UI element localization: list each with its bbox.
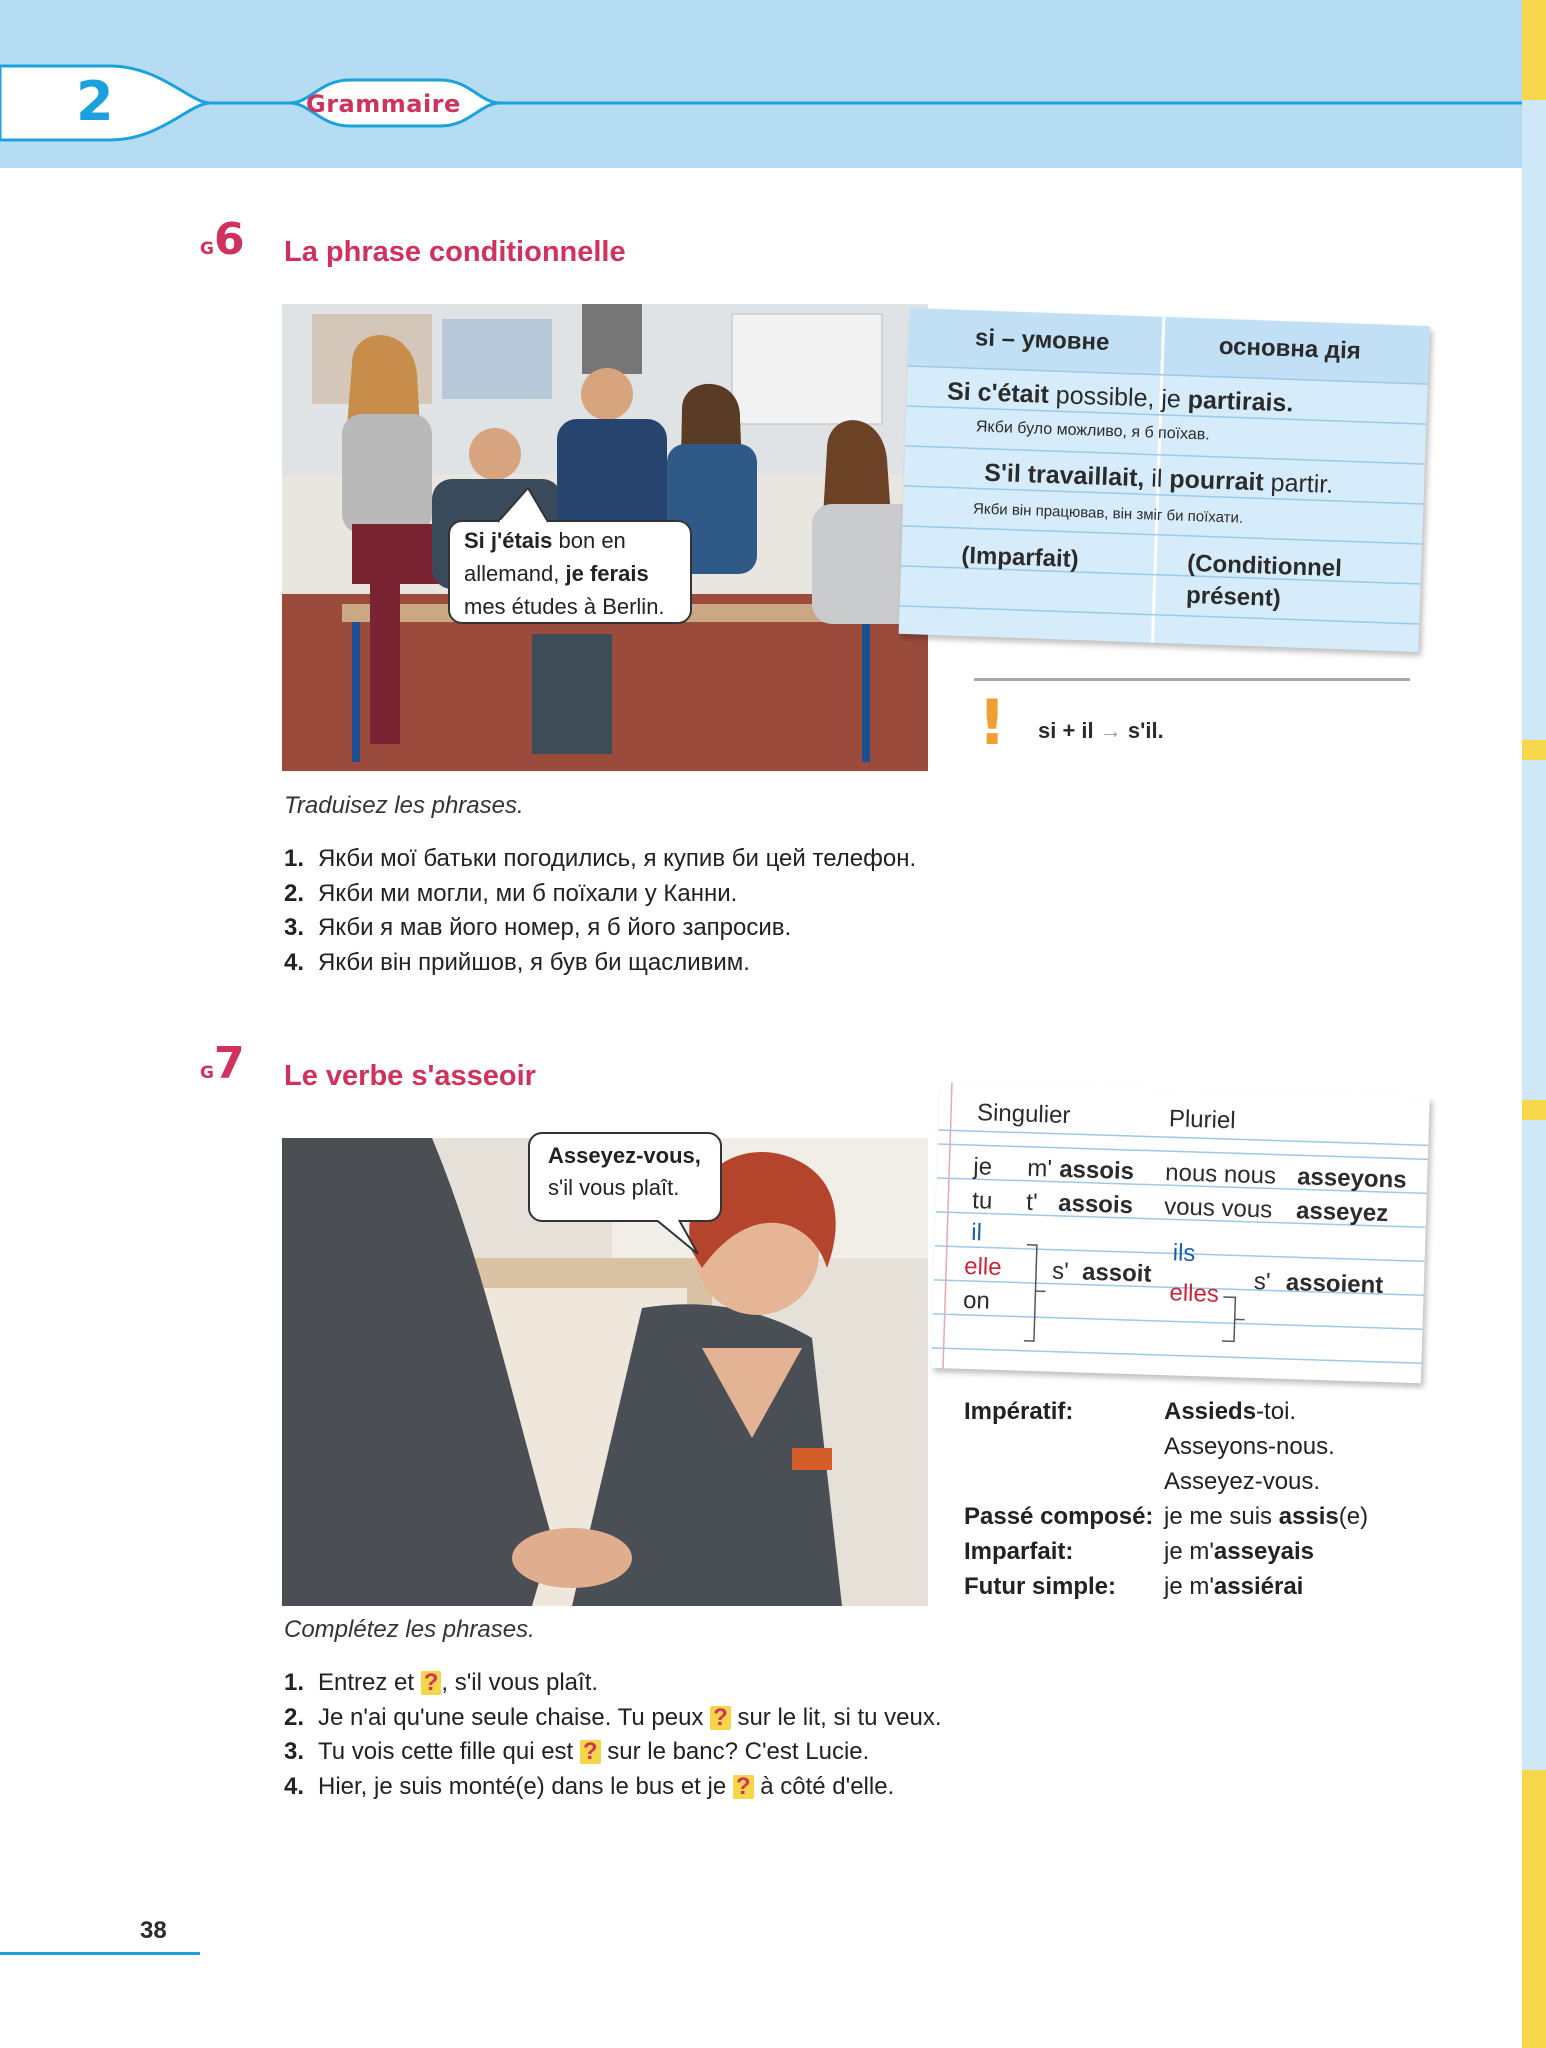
exercise-list-g6 [284, 842, 916, 980]
card-head-si: si – умовне [974, 324, 1110, 356]
gap-marker: ? [733, 1775, 754, 1799]
pronoun-il: il [970, 1219, 983, 1247]
passe-compose-form: je me suis assis(e) [1164, 1503, 1369, 1530]
verb-tu-assois: assois [1057, 1189, 1134, 1220]
section-title-g7: Le verbe s'asseoir [284, 1060, 536, 1092]
card-tense-present: présent) [1185, 581, 1282, 613]
pronoun-nous: nous nous [1164, 1159, 1277, 1190]
imperatif-3: Asseyez-vous. [1164, 1468, 1321, 1495]
exercise-list-g7 [284, 1666, 942, 1804]
gap-marker: ? [421, 1671, 442, 1695]
right-edge-strip [1522, 0, 1546, 2048]
reflexive-s-plural: s' [1253, 1267, 1271, 1296]
imparfait-form: je m'asseyais [1164, 1538, 1315, 1565]
gap-marker: ? [710, 1706, 731, 1730]
gap-marker: ? [580, 1740, 601, 1764]
speech-bubble-g6: Si j'étais bon en allemand, je ferais mes études à Berlin. [448, 520, 692, 624]
verb-nous-asseyons: asseyons [1296, 1163, 1407, 1194]
exercise-item: 2. Je n'ai qu'une seule chaise. Tu peux ? sur le lit, si tu veux. [284, 1703, 942, 1731]
conjugation-card [931, 1082, 1430, 1383]
card-tense-conditionnel: (Conditionnel [1186, 549, 1343, 583]
unit-number: 2 [76, 70, 114, 133]
label-passe-compose: Passé composé: [964, 1503, 1154, 1530]
imperatif-2: Asseyons-nous. [1164, 1433, 1335, 1460]
card-head-singulier: Singulier [976, 1099, 1071, 1130]
note-divider [974, 678, 1410, 681]
bubble-tail [650, 1218, 700, 1256]
reflexive-m: m' [1026, 1154, 1053, 1183]
reflexive-s: s' [1051, 1257, 1070, 1286]
card-head-main: основна дія [1218, 332, 1362, 365]
pronoun-ils: ils [1172, 1239, 1196, 1268]
verb-il-assoit: assoit [1081, 1258, 1152, 1288]
pronoun-vous: vous vous [1163, 1193, 1273, 1224]
pronoun-on: on [962, 1286, 991, 1315]
pronoun-elle: elle [963, 1252, 1002, 1282]
conditional-card [899, 308, 1430, 652]
instruction-g7: Complétez les phrases. [284, 1616, 535, 1643]
header-ribbon [0, 58, 1522, 148]
exercise-item: 2. Якби ми могли, ми б поїхали у Канни. [284, 879, 738, 907]
section-code-g6: G6 [200, 214, 245, 265]
exercise-item: 3. Якби я мав його номер, я б його запросив. [284, 914, 792, 941]
reflexive-t: t' [1025, 1188, 1038, 1217]
exercise-item: 3. Tu vois cette fille qui est ? sur le banc? C'est Lucie. [284, 1738, 870, 1765]
card-tense-imparfait: (Imparfait) [960, 541, 1080, 574]
card-translation-2: Якби він працював, він зміг би поїхати. [972, 500, 1244, 527]
exercise-item: 4. Якби він прийшов, я був би щасливим. [284, 948, 750, 976]
exclamation-icon: ! [978, 686, 1007, 759]
speech-bubble-g7: Asseyez-vous, s'il vous plaît. [528, 1132, 722, 1222]
exercise-item: 1. Entrez et ? , s'il vous plaît. [284, 1669, 599, 1696]
verb-ils-assoient: assoient [1285, 1268, 1384, 1300]
card-example-2: S'il travaillait, il pourrait partir. [983, 458, 1334, 499]
bubble-tail [498, 488, 550, 524]
futur-form: je m'assiérai [1164, 1573, 1304, 1600]
exercise-item: 4. Hier, je suis monté(e) dans le bus et je ? à côté d'elle. [284, 1772, 895, 1800]
section-title-g6: La phrase conditionnelle [284, 236, 626, 268]
pronoun-tu: tu [971, 1187, 993, 1215]
label-imparfait: Imparfait: [964, 1538, 1074, 1565]
instruction-g6: Traduisez les phrases. [284, 792, 524, 819]
card-translation-1: Якби було можливо, я б поїхав. [975, 418, 1211, 444]
imperatif-1: Assieds-toi. [1164, 1398, 1297, 1425]
label-imperatif: Impératif: [964, 1398, 1074, 1425]
verb-vous-asseyez: asseyez [1295, 1197, 1389, 1228]
pronoun-elles: elles [1169, 1279, 1220, 1308]
section-tab-grammaire: Grammaire [306, 90, 461, 118]
section-code-g7: G7 [200, 1038, 245, 1089]
pronoun-je: je [972, 1153, 993, 1181]
exercise-item: 1. Якби мої батьки погодились, я купив би цей телефон. [284, 845, 917, 872]
note-si-il: si + il → s'il. [1038, 718, 1164, 743]
label-futur-simple: Futur simple: [964, 1573, 1117, 1600]
card-head-pluriel: Pluriel [1168, 1105, 1237, 1135]
verb-je-assois: assois [1058, 1155, 1135, 1186]
page-number: 38 [140, 1917, 167, 1944]
card-example-1: Si c'était possible, je partirais. [946, 377, 1294, 418]
page-number-rule [0, 1952, 200, 1955]
verb-forms [964, 1394, 1424, 1614]
